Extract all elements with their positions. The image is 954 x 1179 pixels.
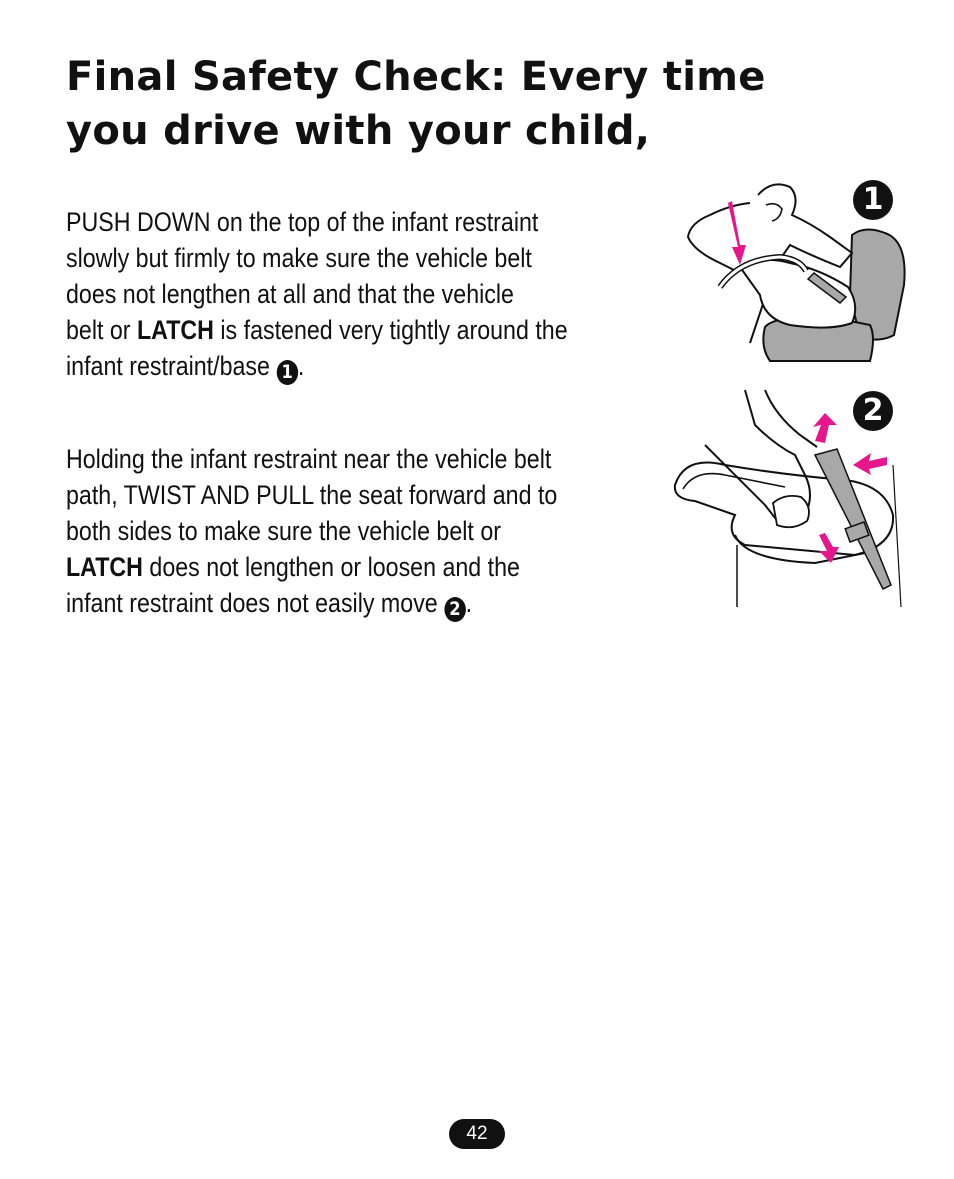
step-2-line: path, TWIST AND PULL the seat forward and to [66, 480, 558, 510]
step-2-line: Holding the infant restraint near the vehicle belt [66, 444, 552, 474]
step-2-line [66, 549, 668, 585]
step-1-text: is fastened very tightly around the [213, 315, 568, 345]
step-2-text: infant restraint does not easily move [66, 588, 438, 618]
step-1-marker: 1 [276, 360, 298, 385]
step-1-text: infant restraint/base [66, 351, 270, 381]
step-2-badge: 2 [853, 391, 893, 431]
step-1-line [66, 348, 668, 385]
push-down-arrow-icon [728, 201, 746, 265]
page-number: 42 [449, 1119, 505, 1149]
hands [773, 496, 809, 527]
step-2-marker: 2 [444, 597, 466, 622]
pull-up-arrow-icon [813, 413, 837, 443]
step-2-end: . [465, 588, 473, 618]
step-1-paragraph [66, 204, 668, 385]
step-2-text: does not lengthen or loosen and the [142, 552, 520, 582]
step-1-line: does not lengthen at all and that the vehicle [66, 279, 514, 309]
latch-term: LATCH [136, 315, 214, 345]
title-line-1: Final Safety Check: Every time [66, 54, 766, 100]
step-1-end: . [297, 351, 305, 381]
page-title [66, 50, 886, 158]
step-2-paragraph [66, 441, 668, 622]
latch-term: LATCH [66, 552, 143, 582]
step-1-line [66, 312, 668, 348]
step-1-line: slowly but firmly to make sure the vehicle belt [66, 243, 532, 273]
step-1-badge: 1 [853, 180, 893, 220]
pull-side-arrow-icon [853, 453, 887, 475]
step-2-line: both sides to make sure the vehicle belt or [66, 516, 501, 546]
step-2-line [66, 585, 668, 622]
title-line-2: you drive with your child, [66, 108, 651, 154]
step-1-line: PUSH DOWN on the top of the infant restraint [66, 207, 539, 237]
step-1-text: belt or [66, 315, 137, 345]
